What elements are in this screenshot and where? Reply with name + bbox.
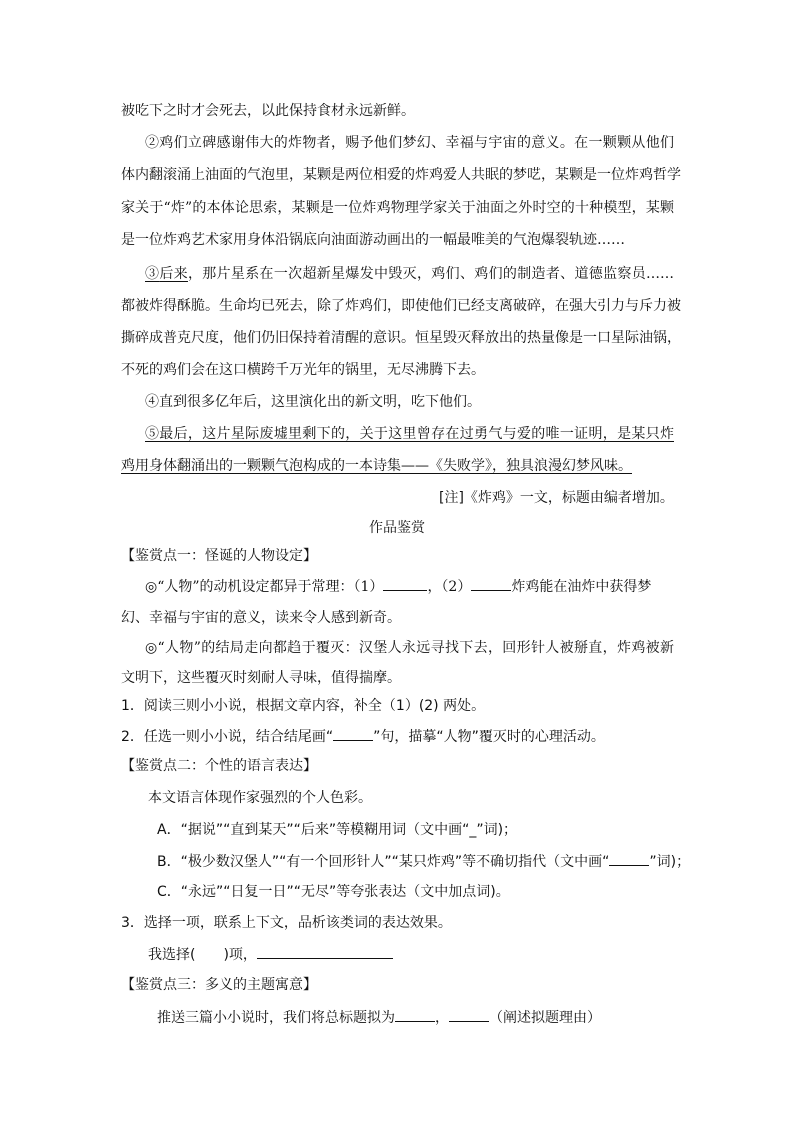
text: ”句，描摹“人物”覆灭时的心理活动。 [373, 729, 605, 745]
editor-note: [注]《炸鸡》一文，标题由编者增加。 [439, 490, 674, 506]
story-line: 被吃下之时才会死去，以此保持食材永远新鲜。 [121, 103, 415, 119]
answer-blank[interactable] [609, 851, 649, 866]
story-paragraph-5-line: ⑤最后，这片星际废墟里剩下的，关于这里曾存在过勇气与爱的唯一证明，是某只炸 [145, 426, 674, 442]
answer-blank-title-1[interactable] [395, 1007, 435, 1022]
text: ， [435, 1010, 449, 1026]
appreciation-point-line: ◎“人物”的结局走向都趋于覆灭：汉堡人永远寻找下去，回形针人被掰直，炸鸡被新 [145, 640, 674, 656]
question-2 [121, 726, 605, 747]
option-b [157, 851, 690, 872]
choice-line [148, 944, 393, 965]
story-paragraph-4: ④直到很多亿年后，这里演化出的新文明，吃下他们。 [145, 394, 481, 410]
story-paragraph-2-line: ②鸡们立碑感谢伟大的炸物者，赐予他们梦幻、幸福与宇宙的意义。在一颗颗从他们 [145, 135, 674, 151]
story-paragraph-2-line: 家关于“炸”的本体论思索，某颗是一位炸鸡物理学家关于油面之外时空的十种模型，某颗 [121, 200, 674, 216]
question-1: 1．阅读三则小小说，根据文章内容，补全（1）(2) 两处。 [121, 698, 486, 714]
text: ◎“人物”的动机设定都异于常理：（1） [145, 579, 384, 595]
story-paragraph-5-line: 鸡用身体翻涌出的一颗颗气泡构成的一本诗集——《失败学》，独具浪漫幻梦风味。 [121, 458, 632, 474]
story-text: ，那片星系在一次超新星爆发中毁灭，鸡们、鸡们的制造者、道德监察员…… [187, 266, 675, 282]
story-paragraph-3-line: 撕碎成普克尺度，他们仍旧保持着清醒的意识。恒星毁灭释放出的热量像是一口星际油锅， [121, 330, 681, 346]
text: 我选择( [148, 947, 196, 963]
option-a: A．“据说”“直到某天”“后来”等模糊用词（文中画“_”词)； [157, 822, 518, 838]
story-paragraph-3-line: 都被炸得酥脆。生命均已死去，除了炸鸡们，即使他们已经支离破碎，在强大引力与斥力被 [121, 298, 681, 314]
answer-blank[interactable] [333, 726, 373, 741]
text: 炸鸡能在油炸中获得梦 [511, 579, 652, 595]
section-header: 【鉴赏点三：多义的主题寓意】 [121, 977, 317, 993]
answer-blank-1[interactable] [383, 576, 427, 591]
answer-blank-2[interactable] [471, 576, 511, 591]
story-paragraph-3-line [145, 264, 674, 284]
option-c: C．“永远”“日复一日”“无尽”等夸张表达（文中加点词)。 [157, 884, 510, 900]
story-paragraph-2-line: 体内翻滚涌上油面的气泡里，某颗是两位相爱的炸鸡爱人共眠的梦呓，某颗是一位炸鸡哲学 [121, 167, 681, 183]
title-prompt [157, 1007, 601, 1028]
section-header: 【鉴赏点二：个性的语言表达】 [121, 758, 317, 774]
text: )项， [223, 947, 257, 963]
section-header: 【鉴赏点一：怪诞的人物设定】 [121, 548, 317, 564]
paragraph-number: ③ [145, 266, 160, 282]
appreciation-point-line: 文明下，这些覆灭时刻耐人寻味，值得揣摩。 [121, 670, 401, 686]
text: B．“极少数汉堡人”“有一个回形针人”“某只炸鸡”等不确切指代（文中画“ [157, 854, 610, 870]
text: 推送三篇小小说时，我们将总标题拟为 [157, 1010, 395, 1026]
section-title: 作品鉴赏 [369, 520, 425, 536]
answer-blank[interactable] [257, 944, 393, 959]
section-intro: 本文语言体现作家强烈的个人色彩。 [148, 790, 372, 806]
appreciation-point-line: 幻、幸福与宇宙的意义，读来令人感到新奇。 [121, 610, 401, 626]
appreciation-point-line [145, 576, 651, 597]
text: 2．任选一则小小说，结合结尾画“ [121, 729, 334, 745]
story-paragraph-3-line: 不死的鸡们会在这口横跨千万光年的锅里，无尽沸腾下去。 [121, 362, 485, 378]
text: ”词)； [649, 854, 691, 870]
question-3: 3．选择一项，联系上下文，品析该类词的表达效果。 [121, 915, 452, 931]
text: ，（2） [427, 579, 472, 595]
underlined-word: 后来 [159, 266, 188, 282]
text: （阐述拟题理由） [489, 1010, 601, 1026]
story-paragraph-2-line: 是一位炸鸡艺术家用身体沿锅底向油面游动画出的一幅最唯美的气泡爆裂轨迹…… [121, 232, 625, 248]
answer-blank-title-2[interactable] [449, 1007, 489, 1022]
